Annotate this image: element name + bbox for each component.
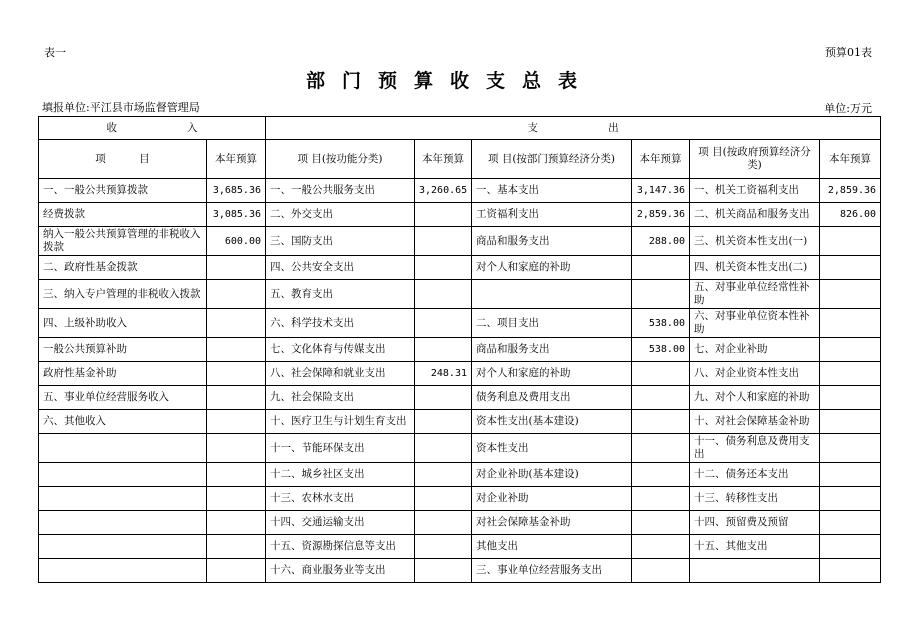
gov-item-cell: 五、对事业单位经常性补助 xyxy=(690,280,820,309)
table-row xyxy=(39,280,881,309)
gov-item-cell: 七、对企业补助 xyxy=(690,338,820,362)
income-item-cell: 经费拨款 xyxy=(39,203,207,227)
dept-budget-cell xyxy=(632,463,690,487)
gov-item-cell: 十二、债务还本支出 xyxy=(690,463,820,487)
table-row xyxy=(39,227,881,256)
func-budget-cell xyxy=(415,410,472,434)
money-unit: 单位:万元 xyxy=(824,102,872,115)
dept-item-cell: 资本性支出(基本建设) xyxy=(472,410,632,434)
table-row xyxy=(39,179,881,203)
dept-budget-cell xyxy=(632,362,690,386)
gov-budget-cell xyxy=(820,338,881,362)
dept-item-cell: 商品和服务支出 xyxy=(472,227,632,256)
income-budget-cell xyxy=(207,535,266,559)
income-budget-cell xyxy=(207,362,266,386)
income-budget-cell xyxy=(207,410,266,434)
dept-budget-header: 本年预算 xyxy=(632,140,690,179)
func-budget-cell: 248.31 xyxy=(415,362,472,386)
table-row xyxy=(39,511,881,535)
page-title: 部门预算收支总表 xyxy=(305,70,594,92)
func-item-cell: 十一、节能环保支出 xyxy=(266,434,415,463)
dept-item-cell: 资本性支出 xyxy=(472,434,632,463)
gov-item-cell: 八、对企业资本性支出 xyxy=(690,362,820,386)
table-row xyxy=(39,434,881,463)
func-budget-cell xyxy=(415,309,472,338)
dept-budget-cell: 3,147.36 xyxy=(632,179,690,203)
gov-item-cell: 十三、转移性支出 xyxy=(690,487,820,511)
gov-budget-header: 本年预算 xyxy=(820,140,881,179)
dept-item-cell: 其他支出 xyxy=(472,535,632,559)
dept-budget-cell: 2,859.36 xyxy=(632,203,690,227)
income-budget-cell xyxy=(207,434,266,463)
dept-item-cell: 对企业补助 xyxy=(472,487,632,511)
dept-item-cell: 二、项目支出 xyxy=(472,309,632,338)
dept-item-cell: 对个人和家庭的补助 xyxy=(472,256,632,280)
income-item-cell: 四、上级补助收入 xyxy=(39,309,207,338)
func-item-cell: 十六、商业服务业等支出 xyxy=(266,559,415,583)
gov-item-header: 项 目(按政府预算经济分类) xyxy=(690,140,820,179)
gov-budget-cell xyxy=(820,559,881,583)
gov-item-cell: 二、机关商品和服务支出 xyxy=(690,203,820,227)
income-budget-cell: 3,085.36 xyxy=(207,203,266,227)
func-item-cell: 二、外交支出 xyxy=(266,203,415,227)
dept-budget-cell: 288.00 xyxy=(632,227,690,256)
dept-budget-cell xyxy=(632,511,690,535)
form-code: 预算01表 xyxy=(825,46,872,59)
gov-budget-cell xyxy=(820,535,881,559)
func-budget-cell xyxy=(415,511,472,535)
income-budget-cell xyxy=(207,559,266,583)
dept-item-cell: 债务利息及费用支出 xyxy=(472,386,632,410)
dept-budget-cell xyxy=(632,386,690,410)
income-budget-cell: 600.00 xyxy=(207,227,266,256)
table-row xyxy=(39,559,881,583)
func-budget-cell xyxy=(415,338,472,362)
dept-item-cell: 工资福利支出 xyxy=(472,203,632,227)
func-budget-cell xyxy=(415,203,472,227)
income-budget-cell xyxy=(207,487,266,511)
dept-item-cell: 三、事业单位经营服务支出 xyxy=(472,559,632,583)
dept-budget-cell xyxy=(632,559,690,583)
func-item-cell: 十五、资源勘探信息等支出 xyxy=(266,535,415,559)
gov-item-cell: 十一、债务利息及费用支出 xyxy=(690,434,820,463)
func-budget-cell xyxy=(415,559,472,583)
func-budget-cell xyxy=(415,280,472,309)
func-budget-cell xyxy=(415,434,472,463)
gov-budget-cell xyxy=(820,227,881,256)
func-item-cell: 五、教育支出 xyxy=(266,280,415,309)
func-item-cell: 十二、城乡社区支出 xyxy=(266,463,415,487)
dept-item-cell: 对个人和家庭的补助 xyxy=(472,362,632,386)
dept-budget-cell xyxy=(632,487,690,511)
income-budget-cell: 3,685.36 xyxy=(207,179,266,203)
gov-budget-cell xyxy=(820,309,881,338)
table-tag: 表一 xyxy=(44,46,66,59)
gov-budget-cell xyxy=(820,256,881,280)
income-budget-cell xyxy=(207,338,266,362)
dept-budget-cell xyxy=(632,535,690,559)
func-item-cell: 三、国防支出 xyxy=(266,227,415,256)
dept-budget-cell xyxy=(632,410,690,434)
gov-budget-cell xyxy=(820,386,881,410)
gov-item-cell: 十四、预留费及预留 xyxy=(690,511,820,535)
gov-budget-cell xyxy=(820,511,881,535)
dept-budget-cell xyxy=(632,256,690,280)
gov-item-cell: 九、对个人和家庭的补助 xyxy=(690,386,820,410)
func-item-header: 项 目(按功能分类) xyxy=(266,140,415,179)
func-item-cell: 九、社会保险支出 xyxy=(266,386,415,410)
func-item-cell: 十四、交通运输支出 xyxy=(266,511,415,535)
dept-item-cell xyxy=(472,280,632,309)
gov-budget-cell xyxy=(820,362,881,386)
func-item-cell: 十、医疗卫生与计划生育支出 xyxy=(266,410,415,434)
budget-summary-table xyxy=(38,116,881,583)
income-item-cell: 政府性基金补助 xyxy=(39,362,207,386)
dept-item-cell: 对企业补助(基本建设) xyxy=(472,463,632,487)
func-item-cell: 一、一般公共服务支出 xyxy=(266,179,415,203)
gov-item-cell: 六、对事业单位资本性补助 xyxy=(690,309,820,338)
income-item-cell: 三、纳入专户管理的非税收入拨款 xyxy=(39,280,207,309)
table-row xyxy=(39,338,881,362)
gov-budget-cell: 826.00 xyxy=(820,203,881,227)
income-budget-cell xyxy=(207,280,266,309)
gov-budget-cell xyxy=(820,463,881,487)
income-item-cell xyxy=(39,487,207,511)
dept-item-cell: 对社会保障基金补助 xyxy=(472,511,632,535)
income-item-cell: 六、其他收入 xyxy=(39,410,207,434)
table-row xyxy=(39,256,881,280)
table-row xyxy=(39,410,881,434)
income-budget-cell xyxy=(207,309,266,338)
income-budget-cell xyxy=(207,256,266,280)
dept-budget-cell xyxy=(632,280,690,309)
dept-budget-cell: 538.00 xyxy=(632,309,690,338)
income-group-header: 收 入 xyxy=(39,117,266,140)
income-item-cell: 一般公共预算补助 xyxy=(39,338,207,362)
reporting-unit: 填报单位:平江县市场监督管理局 xyxy=(42,101,200,114)
gov-budget-cell xyxy=(820,434,881,463)
gov-item-cell: 三、机关资本性支出(一) xyxy=(690,227,820,256)
income-item-cell: 一、一般公共预算拨款 xyxy=(39,179,207,203)
dept-item-cell: 一、基本支出 xyxy=(472,179,632,203)
income-budget-cell xyxy=(207,386,266,410)
func-budget-cell xyxy=(415,463,472,487)
func-budget-header: 本年预算 xyxy=(415,140,472,179)
table-row xyxy=(39,535,881,559)
func-budget-cell xyxy=(415,256,472,280)
gov-item-cell: 十、对社会保障基金补助 xyxy=(690,410,820,434)
gov-item-cell: 四、机关资本性支出(二) xyxy=(690,256,820,280)
dept-budget-cell xyxy=(632,434,690,463)
table-row xyxy=(39,362,881,386)
income-item-cell xyxy=(39,434,207,463)
gov-budget-cell: 2,859.36 xyxy=(820,179,881,203)
gov-item-cell: 一、机关工资福利支出 xyxy=(690,179,820,203)
func-budget-cell: 3,260.65 xyxy=(415,179,472,203)
income-budget-header: 本年预算 xyxy=(207,140,266,179)
gov-item-cell xyxy=(690,559,820,583)
func-item-cell: 七、文化体育与传媒支出 xyxy=(266,338,415,362)
func-budget-cell xyxy=(415,227,472,256)
expense-group-header: 支 出 xyxy=(266,117,881,140)
dept-item-header: 项 目(按部门预算经济分类) xyxy=(472,140,632,179)
income-budget-cell xyxy=(207,463,266,487)
income-item-cell: 二、政府性基金拨款 xyxy=(39,256,207,280)
income-item-header: 项 目 xyxy=(39,140,207,179)
income-item-cell xyxy=(39,559,207,583)
func-item-cell: 八、社会保障和就业支出 xyxy=(266,362,415,386)
table-row xyxy=(39,487,881,511)
dept-item-cell: 商品和服务支出 xyxy=(472,338,632,362)
func-item-cell: 四、公共安全支出 xyxy=(266,256,415,280)
income-item-cell xyxy=(39,463,207,487)
table-row xyxy=(39,309,881,338)
table-row xyxy=(39,386,881,410)
income-item-cell xyxy=(39,511,207,535)
gov-budget-cell xyxy=(820,410,881,434)
gov-budget-cell xyxy=(820,487,881,511)
gov-item-cell: 十五、其他支出 xyxy=(690,535,820,559)
income-item-cell xyxy=(39,535,207,559)
income-budget-cell xyxy=(207,511,266,535)
func-budget-cell xyxy=(415,386,472,410)
gov-budget-cell xyxy=(820,280,881,309)
func-item-cell: 十三、农林水支出 xyxy=(266,487,415,511)
func-budget-cell xyxy=(415,487,472,511)
dept-budget-cell: 538.00 xyxy=(632,338,690,362)
table-row xyxy=(39,203,881,227)
table-row xyxy=(39,463,881,487)
func-item-cell: 六、科学技术支出 xyxy=(266,309,415,338)
func-budget-cell xyxy=(415,535,472,559)
income-item-cell: 纳入一般公共预算管理的非税收入拨款 xyxy=(39,227,207,256)
income-item-cell: 五、事业单位经营服务收入 xyxy=(39,386,207,410)
